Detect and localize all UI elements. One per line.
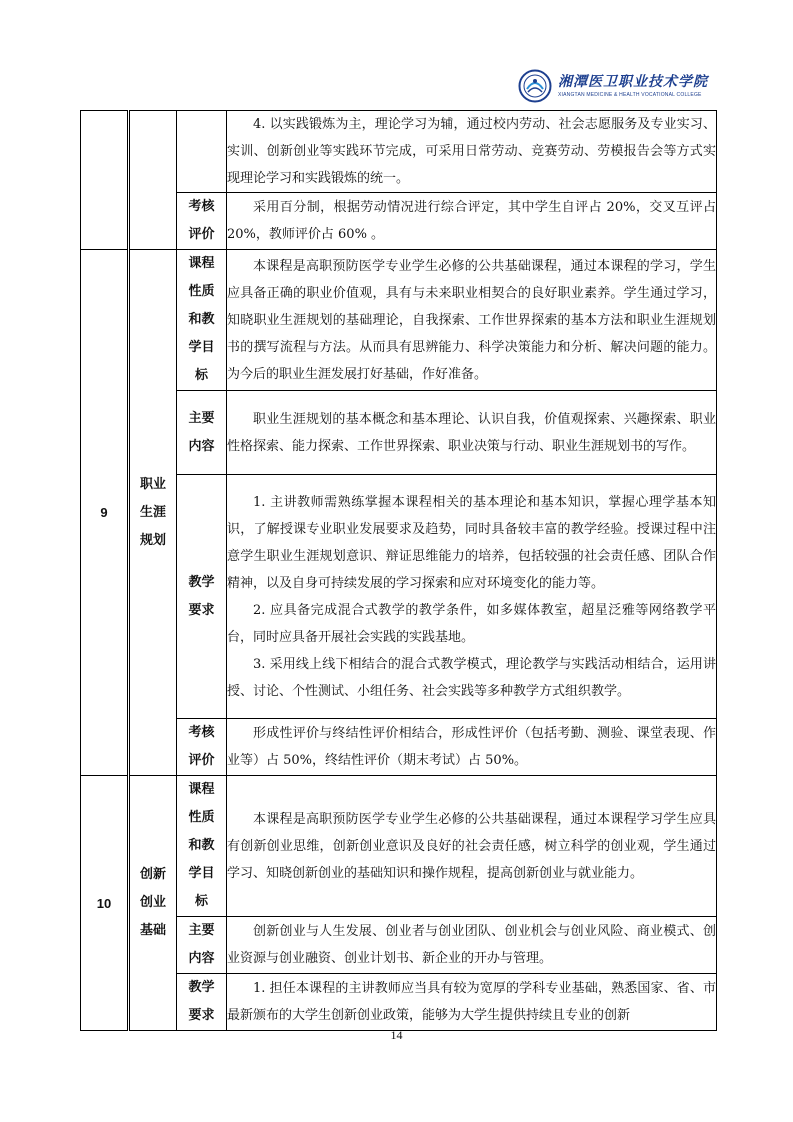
nature-text-10: 本课程是高职预防医学专业学生必修的公共基础课程，通过本课程学习学生应具有创新创业思维，创新创业意识及良好的社会责任感，树立科学的创业观，学生通过学习、知晓创新创业的基础知识和操作规程，提高创新创业与就业能力。 xyxy=(227,811,716,881)
prev-content-cat-cell xyxy=(177,111,227,193)
content-cell-10 xyxy=(227,917,717,974)
nature-text-9: 本课程是高职预防医学专业学生必修的公共基础课程，通过本课程的学习，学生应具备正确的职业价值观，具有与未来职业相契合的良好职业素养。学生通过学习，知晓职业生涯规划的基础理论，自我探索、工作世界探索的基本方法和职业生涯规划书的撰写流程与方法。从而具有思辨能力、科学决策能力和分析、解决问题的能力。为今后的职业生涯发展打好基础，作好准备。 xyxy=(227,258,716,382)
req-cell-9 xyxy=(227,475,717,719)
content-cell-9 xyxy=(227,391,717,475)
req-cell-10 xyxy=(227,974,717,1031)
course-name-10: 创新创业基础 xyxy=(129,776,177,1031)
req-label-10: 教学要求 xyxy=(177,974,227,1031)
course-table xyxy=(80,110,717,1031)
nature-cell-10 xyxy=(227,776,717,917)
req-item-9-3: 3. 采用线上线下相结合的混合式教学模式，理论教学与实践活动相结合，运用讲授、讨论、个性测试、小组任务、社会实践等多种教学方式组织教学。 xyxy=(227,656,716,699)
logo-chinese-name: 湘潭医卫职业技术学院 xyxy=(558,74,708,90)
nature-label-10: 课程性质和教学目标 xyxy=(177,776,227,917)
prev-assess-cell xyxy=(227,193,717,250)
content-label-10: 主要内容 xyxy=(177,917,227,974)
content-text-10: 创新创业与人生发展、创业者与创业团队、创业机会与创业风险、商业模式、创业资源与创业融资、创业计划书、新企业的开办与管理。 xyxy=(227,924,716,966)
content-label-9: 主要内容 xyxy=(177,391,227,475)
prev-content-text: 4. 以实践锻炼为主，理论学习为辅，通过校内劳动、社会志愿服务及专业实习、实训、创新创业等实践环节完成，可采用日常劳动、竞赛劳动、劳模报告会等方式实现理论学习和实践锻炼的统一。 xyxy=(227,117,716,186)
req-text-10: 1. 担任本课程的主讲教师应当具有较为宽厚的学科专业基础，熟悉国家、省、市最新颁布的大学生创新创业政策，能够为大学生提供持续且专业的创新 xyxy=(227,981,716,1023)
nature-cell-9 xyxy=(227,250,717,391)
nature-label-9: 课程性质和教学目标 xyxy=(177,250,227,391)
content-text-9: 职业生涯规划的基本概念和基本理论、认识自我，价值观探索、兴趣探索、职业性格探索、能力探索、工作世界探索、职业决策与行动、职业生涯规划书的写作。 xyxy=(227,411,716,454)
college-emblem-icon xyxy=(518,69,552,103)
prev-assess-label: 考核评价 xyxy=(177,193,227,250)
prev-course-cell xyxy=(129,111,177,250)
college-logo xyxy=(518,66,726,106)
logo-english-name: XIANGTAN MEDICINE & HEALTH VOCATIONAL COLLEGE xyxy=(558,92,702,98)
req-item-9-1: 1. 主讲教师需熟练掌握本课程相关的基本理论和基本知识，掌握心理学基本知识，了解授课专业职业发展要求及趋势，同时具备较丰富的教学经验。授课过程中注意学生职业生涯规划意识、辩证思维能力的培养，包括较强的社会责任感、团队合作精神，以及自身可持续发展的学习探索和应对环境变化的能力等。 xyxy=(227,494,716,591)
assess-label-9: 考核评价 xyxy=(177,719,227,776)
prev-content-cell xyxy=(227,111,717,193)
course-number-10: 10 xyxy=(81,776,129,1031)
course-name-9: 职业生涯规划 xyxy=(129,250,177,776)
course-number-9: 9 xyxy=(81,250,129,776)
prev-number-cell xyxy=(81,111,129,250)
req-label-9: 教学要求 xyxy=(177,475,227,719)
req-item-9-2: 2. 应具备完成混合式教学的教学条件，如多媒体教室，超星泛雅等网络教学平台，同时应具备开展社会实践的实践基地。 xyxy=(227,602,716,645)
assess-text-9: 形成性评价与终结性评价相结合，形成性评价（包括考勤、测验、课堂表现、作业等）占 50%，终结性评价（期末考试）占 50%。 xyxy=(227,726,716,768)
prev-assess-text: 采用百分制，根据劳动情况进行综合评定，其中学生自评占 20%，交叉互评占 20%，教师评价占 60% 。 xyxy=(227,200,716,242)
page-number: 14 xyxy=(390,1028,403,1042)
assess-cell-9 xyxy=(227,719,717,776)
